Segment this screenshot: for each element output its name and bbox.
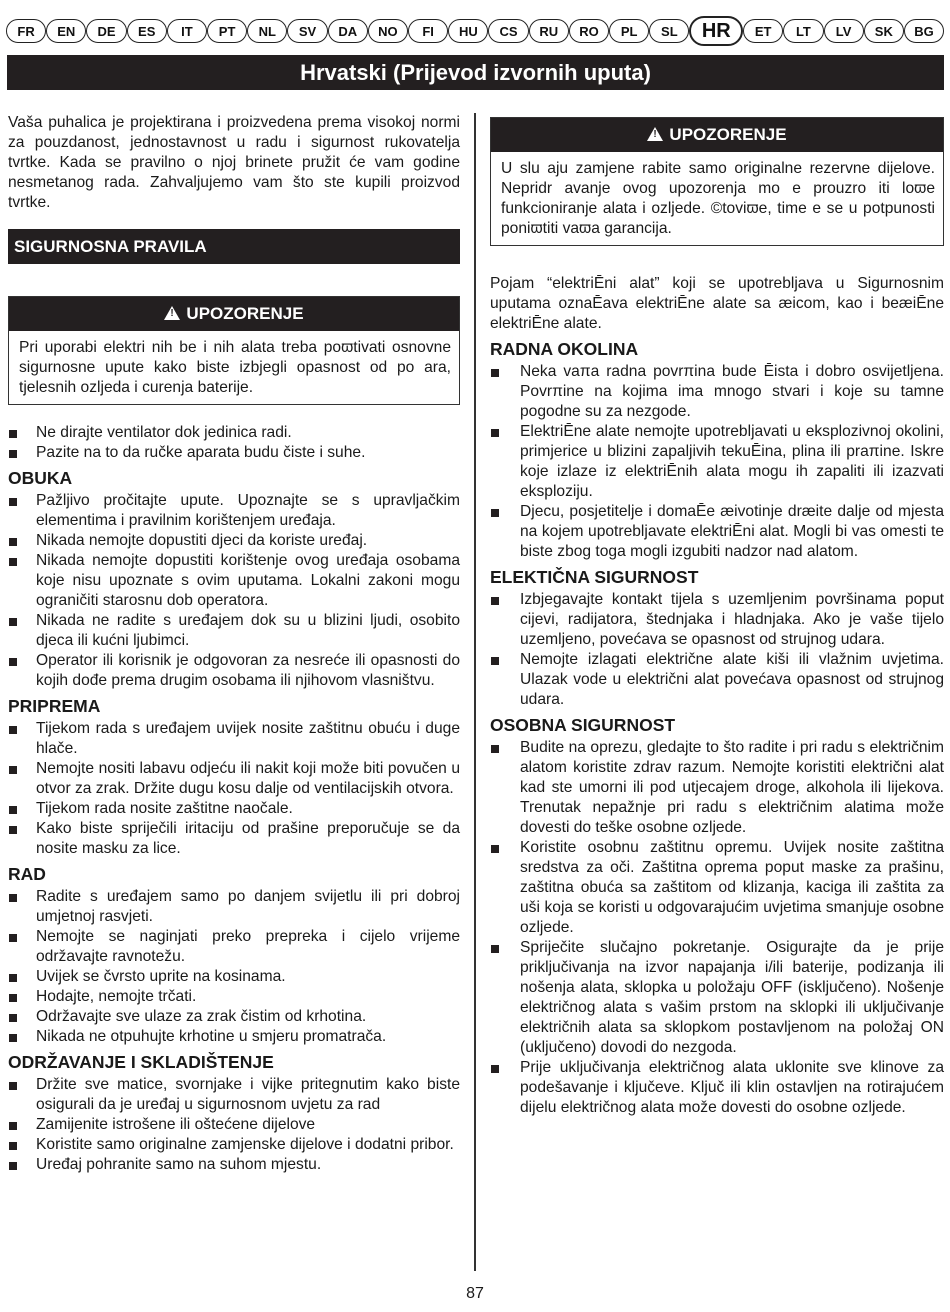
section-heading: OSOBNA SIGURNOST <box>490 715 676 735</box>
warning-header <box>9 297 459 331</box>
language-tab-sl[interactable]: SL <box>649 19 689 43</box>
language-tab-es[interactable]: ES <box>127 19 167 43</box>
section-list <box>490 590 944 710</box>
language-tab-sk[interactable]: SK <box>864 19 904 43</box>
list-item: Tijekom rada s uređajem uvijek nosite zaštitnu obuću i duge hlače. <box>8 719 460 759</box>
section-list <box>8 491 460 691</box>
right-column <box>490 117 944 1118</box>
warning-text: Pri uporabi elektri nih be i nih alata treba poϖtivati osnovne sigurnosne upute kako biste izbjegli opasnost od po ara, tjelesnih ozljeda i curenja baterije. <box>19 339 451 396</box>
language-tab-bg[interactable]: BG <box>904 19 944 43</box>
list-item: Izbjegavajte kontakt tijela s uzemljenim površinama poput cijevi, radijatora, štednjaka i hladnjaka. Ako je vaše tijelo uzemljeno, povećava se opasnost od strujnog udara. <box>490 590 944 650</box>
language-tab-hu[interactable]: HU <box>448 19 488 43</box>
list-item: Djecu, posjetitelje i domaĒe æivotinje dræite dalje od mjesta na kojem upotrebljavate elektriĒni alat. Mogli bi vas omesti te biste zbog toga mogli izgubiti nadzor nad alatom. <box>490 502 944 562</box>
list-item: Pazite na to da ručke aparata budu čiste i suhe. <box>8 443 460 463</box>
language-tab-nl[interactable]: NL <box>247 19 287 43</box>
section-list <box>8 719 460 859</box>
language-tab-ro[interactable]: RO <box>569 19 609 43</box>
section-list <box>490 738 944 1118</box>
column-divider <box>474 113 476 1271</box>
language-tab-et[interactable]: ET <box>743 19 783 43</box>
section-heading: RADNA OKOLINA <box>490 339 639 359</box>
section-heading: ODRŽAVANJE I SKLADIŠTENJE <box>8 1052 274 1072</box>
left-sections <box>8 467 460 1175</box>
list-item: ElektriĒne alate nemojte upotrebljavati u eksplozivnoj okolini, primjerice u blizini zapaljivih tekuĒina, plina ili praπine. Iskre koje izlaze iz elektriĒnih alata mogu ih zapaliti ili izazvati eksploziju. <box>490 422 944 502</box>
language-tab-it[interactable]: IT <box>167 19 207 43</box>
language-tab-pt[interactable]: PT <box>207 19 247 43</box>
list-item: Nemojte izlagati električne alate kiši ili vlažnim uvjetima. Ulazak vode u električni alat povećava opasnost od strujnog udara. <box>490 650 944 710</box>
language-tab-bar <box>6 18 944 44</box>
list-item: Spriječite slučajno pokretanje. Osigurajte da je prije priključivanja na izvor napajanja i/ili baterije, podizanja ili nošenja alata, sklopka u položaju OFF (isključeno). Nošenje električnog alata s vašim prstom na sklopki ili uključivanje električnih alata sa sklopkom postavljenom na položaj ON (uključeno) dovodi do nezgoda. <box>490 938 944 1058</box>
section-list <box>8 1075 460 1175</box>
language-tab-pl[interactable]: PL <box>609 19 649 43</box>
right-sections <box>490 338 944 1118</box>
warning-header <box>491 118 943 152</box>
page-number: 87 <box>466 1285 484 1302</box>
language-tab-da[interactable]: DA <box>328 19 368 43</box>
list-item: Operator ili korisnik je odgovoran za nesreće ili opasnosti do kojih dođe prema drugim osobama ili njihovom vlasništvu. <box>8 651 460 691</box>
list-item: Neka vaπa radna povrπina bude Ēista i dobro osvijetljena. Povrπine na kojima ima mnogo stvari i koje su tamne pogodne su za nezgode. <box>490 362 944 422</box>
warning-heading: UPOZORENJE <box>669 125 787 144</box>
intro-paragraph: Vaša puhalica je projektirana i proizvedena prema visokoj normi za pouzdanost, jednostavnost u radu i sigurnost rukovatelja tvrtke. Kada se pravilno o njoj brinete pružit će vam godine nesmetanog rada. Zahvaljujemo vam što ste kupili proizvod tvrtke. <box>8 114 460 211</box>
list-item: Održavajte sve ulaze za zrak čistim od krhotina. <box>8 1007 460 1027</box>
list-item: Tijekom rada nosite zaštitne naočale. <box>8 799 460 819</box>
page-title: Hrvatski (Prijevod izvornih uputa) <box>7 55 944 90</box>
language-tab-lv[interactable]: LV <box>824 19 864 43</box>
warning-triangle-icon <box>647 127 663 141</box>
warning-box-left <box>8 296 460 405</box>
list-item: Nikada nemojte dopustiti korištenje ovog uređaja osobama koje nisu upoznate s ovim uputama. Lokalni zakoni mogu ograničiti starosnu dob operatora. <box>8 551 460 611</box>
list-item: Ne dirajte ventilator dok jedinica radi. <box>8 423 460 443</box>
language-tab-ru[interactable]: RU <box>529 19 569 43</box>
list-item: Uvijek se čvrsto uprite na kosinama. <box>8 967 460 987</box>
list-item: Nikada ne otpuhujte krhotine u smjeru promatrača. <box>8 1027 460 1047</box>
list-item: Pažljivo pročitajte upute. Upoznajte se s upravljačkim elementima i pravilnim korištenjem uređaja. <box>8 491 460 531</box>
list-item: Zamijenite istrošene ili oštećene dijelove <box>8 1115 460 1135</box>
general-rules-list <box>8 423 460 463</box>
language-tab-fi[interactable]: FI <box>408 19 448 43</box>
section-list <box>8 887 460 1047</box>
list-item: Kako biste spriječili iritaciju od prašine preporučuje se da nosite masku za lice. <box>8 819 460 859</box>
power-tool-note: Pojam “elektriĒni alat” koji se upotrebljava u Sigurnosnim uputama oznaĒava elektriĒne alate sa æicom, kao i beæiĒne elektriĒne alate. <box>490 275 944 332</box>
language-tab-hr[interactable]: HR <box>689 16 743 46</box>
warning-box-right <box>490 117 944 246</box>
list-item: Koristite osobnu zaštitnu opremu. Uvijek nosite zaštitna sredstva za oči. Zaštitna oprema poput maske za prašinu, zaštitna obuća sa zaštitom od klizanja, kaciga ili zaštita za uši koja se koristi u odgovarajućim uvjetima smanjuje osobne ozljede. <box>490 838 944 938</box>
warning-triangle-icon <box>164 306 180 320</box>
language-tab-cs[interactable]: CS <box>488 19 528 43</box>
warning-text: U slu aju zamjene rabite samo originalne rezervne dijelove. Nepridr avanje ovog upozorenja mo e prouzro iti loϖe funkcioniranje alata i ozljede. ©toviϖe, time e se u potpunosti poniϖtiti vaϖa garancija. <box>501 160 935 237</box>
language-tab-lt[interactable]: LT <box>783 19 823 43</box>
safety-rules-heading: SIGURNOSNA PRAVILA <box>8 229 460 264</box>
list-item: Uređaj pohranite samo na suhom mjestu. <box>8 1155 460 1175</box>
warning-heading: UPOZORENJE <box>186 304 304 323</box>
list-item: Hodajte, nemojte trčati. <box>8 987 460 1007</box>
list-item: Radite s uređajem samo po danjem svijetlu ili pri dobroj umjetnoj rasvjeti. <box>8 887 460 927</box>
language-tab-fr[interactable]: FR <box>6 19 46 43</box>
list-item: Prije uključivanja električnog alata uklonite sve klinove za podešavanje i ključeve. Ključ ili klin ostavljen na rotirajućem dijelu električnog alata može dovesti do osobne ozljede. <box>490 1058 944 1118</box>
list-item: Nemojte nositi labavu odjeću ili nakit koji može biti povučen u otvor za zrak. Držite dugu kosu dalje od ventilacijskih otvora. <box>8 759 460 799</box>
list-item: Držite sve matice, svornjake i vijke pritegnutim kako biste osigurali da je uređaj u sigurnosnom uvjetu za rad <box>8 1075 460 1115</box>
section-heading: PRIPREMA <box>8 696 101 716</box>
left-column <box>8 113 460 1175</box>
section-heading: ELEKTIČNA SIGURNOST <box>490 567 699 587</box>
list-item: Nemojte se naginjati preko prepreka i cijelo vrijeme održavajte ravnotežu. <box>8 927 460 967</box>
section-list <box>490 362 944 562</box>
list-item: Koristite samo originalne zamjenske dijelove i dodatni pribor. <box>8 1135 460 1155</box>
language-tab-sv[interactable]: SV <box>287 19 327 43</box>
section-heading: RAD <box>8 864 46 884</box>
language-tab-en[interactable]: EN <box>46 19 86 43</box>
language-tab-de[interactable]: DE <box>86 19 126 43</box>
language-tab-no[interactable]: NO <box>368 19 408 43</box>
section-heading: OBUKA <box>8 468 73 488</box>
list-item: Budite na oprezu, gledajte to što radite i pri radu s električnim alatom koristite zdrav razum. Nemojte koristiti električni alat kad ste umorni ili pod utjecajem droge, alkohola ili lijekova. Trenutak nepažnje pri radu s električnim alatima može dovesti do teške osobne ozljede. <box>490 738 944 838</box>
list-item: Nikada ne radite s uređajem dok su u blizini ljudi, osobito djeca ili kućni ljubimci. <box>8 611 460 651</box>
list-item: Nikada nemojte dopustiti djeci da koriste uređaj. <box>8 531 460 551</box>
